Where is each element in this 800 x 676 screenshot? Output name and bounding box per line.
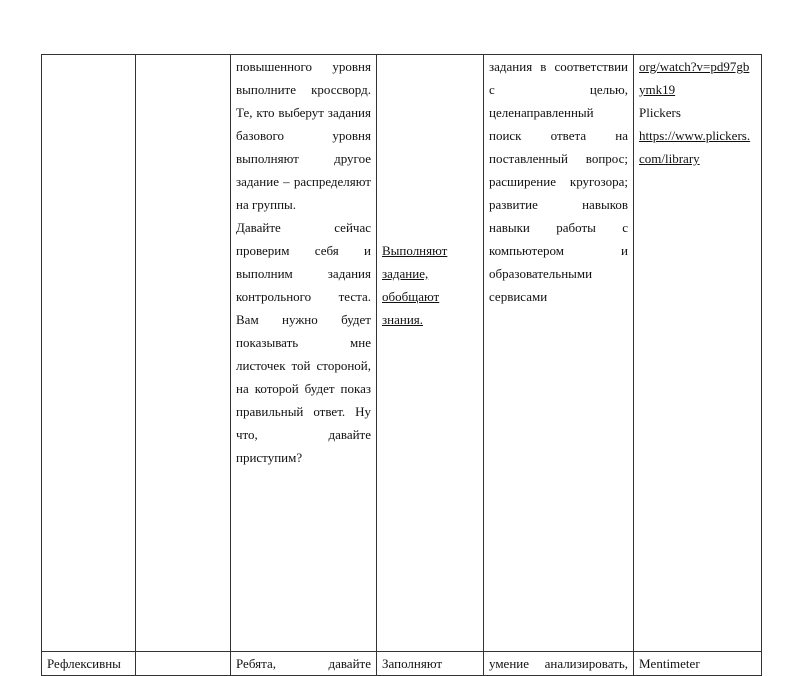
teacher-text-line: Вам нужно будет [236, 312, 371, 327]
teacher-activity-cell [231, 55, 377, 652]
resource-link[interactable]: знания. [382, 312, 424, 327]
teacher-text-line: показывать мне [236, 335, 371, 350]
resources-cell [634, 55, 762, 652]
skills-cell [484, 55, 634, 652]
teacher-text-line: выполните кроссворд. [236, 82, 371, 97]
lesson-plan-table [41, 54, 762, 676]
skills-text-line: навыки работы с [489, 220, 628, 235]
teacher-text-line: проверим себя и [236, 243, 371, 258]
teacher-text-line: правильный ответ. Ну [236, 404, 371, 419]
goal-cell [136, 652, 231, 676]
skills-text-line: образовательными [489, 266, 593, 281]
skills-text-line: с целью, [489, 82, 628, 97]
teacher-text-line: на группы. [236, 197, 297, 212]
teacher-text-line: на которой будет показ [236, 381, 371, 396]
resource-link[interactable]: com/library [639, 151, 700, 166]
skills-text-line: сервисами [489, 289, 548, 304]
teacher-text-line: Те, кто выберут задания [236, 105, 371, 120]
goal-cell [136, 55, 231, 652]
resource-link[interactable]: ymk19 [639, 82, 676, 97]
skills-text: умение анализировать, [489, 656, 628, 671]
resource-text-line: Plickers [639, 105, 681, 120]
teacher-text-line: Давайте сейчас [236, 220, 371, 235]
skills-text-line: расширение кругозора; [489, 174, 628, 189]
table-row [42, 652, 762, 676]
table-row [42, 55, 762, 652]
skills-text-line: поставленный вопрос; [489, 151, 628, 166]
teacher-text-line: задание – распределяют [236, 174, 371, 189]
teacher-text-line: приступим? [236, 450, 303, 465]
skills-text-line: компьютером и [489, 243, 628, 258]
teacher-text-line: выполняют другое [236, 151, 371, 166]
student-text: Заполняют [382, 656, 443, 671]
resource-text: Mentimeter [639, 656, 700, 671]
teacher-text-line: выполним задания [236, 266, 371, 281]
skills-text-line: поиск ответа на [489, 128, 628, 143]
teacher-text-line: базового уровня [236, 128, 371, 143]
skills-text-line: задания в соответствии [489, 59, 628, 74]
teacher-text-line: контрольного теста. [236, 289, 371, 304]
resource-link[interactable]: задание, [382, 266, 429, 281]
resource-link[interactable]: https://www.plickers. [639, 128, 751, 143]
stage-label: Рефлексивны [47, 656, 121, 671]
stage-cell [42, 55, 136, 652]
teacher-text-line: листочек той стороной, [236, 358, 371, 373]
teacher-text-line: что, давайте [236, 427, 371, 442]
resource-link[interactable]: обобщают [382, 289, 440, 304]
student-activity-cell [377, 55, 484, 652]
resource-link[interactable]: org/watch?v=pd97gb [639, 59, 750, 74]
skills-text-line: развитие навыков [489, 197, 628, 212]
resource-link[interactable]: Выполняют [382, 243, 448, 258]
teacher-text: Ребята, давайте [236, 656, 371, 671]
teacher-text-line: повышенного уровня [236, 59, 371, 74]
skills-text-line: целенаправленный [489, 105, 594, 120]
